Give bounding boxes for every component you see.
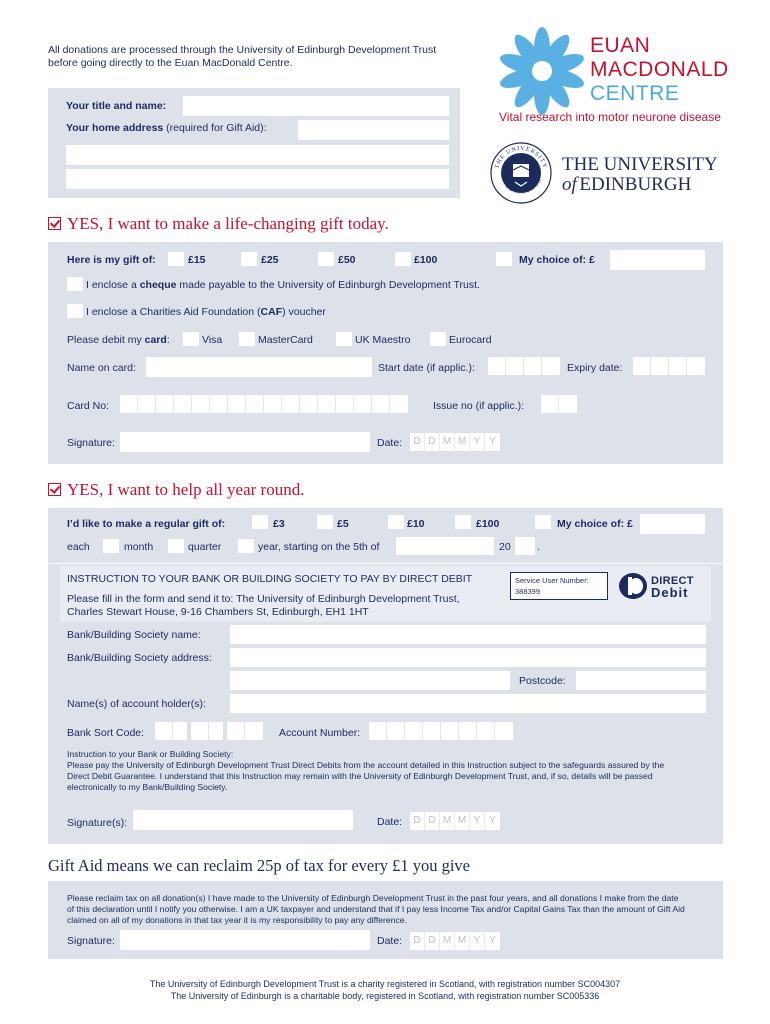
caf-label: I enclose a Charities Aid Foundation (CAF) voucher [86,306,326,318]
gift-heading: YES, I want to make a life-changing gift today. [48,214,389,234]
gift-signature-input[interactable] [120,432,370,452]
year-checkbox[interactable] [238,539,254,553]
expiry-date-input[interactable] [633,357,705,375]
dd-send-to: Please fill in the form and send it to: The University of Edinburgh Development Trust, [67,593,460,605]
svg-text:THE UNIVERSITY: THE UNIVERSITY [494,145,548,170]
gift-50-checkbox[interactable] [318,252,334,266]
bank-instruction-body: Please pay the University of Edinburgh Development Trust Direct Debits from the account detailed in this Instruction subject to the safeguards assured by the Direct Debit Guarantee. I understand that this Instruction may remain with the University of Edinburgh Development Trust, and, if so, details will be passed electronically to my Bank/Building Society. [67,760,665,792]
uoe-of: of [562,174,577,195]
period-label: . [537,541,540,553]
regular-choice-input[interactable] [640,514,705,534]
logo-line-macdonald: MACDONALD [590,58,729,81]
bank-name-input[interactable] [230,625,706,644]
gift-50-label: £50 [338,254,356,266]
address-input-line3[interactable] [66,169,449,189]
cheque-checkbox[interactable] [67,277,83,291]
bank-name-label: Bank/Building Society name: [67,629,201,641]
logo-line-euan: EUAN [590,34,651,57]
sort-code-label: Bank Sort Code: [67,727,145,739]
bank-address-label: Bank/Building Society address: [67,652,212,664]
start-month-input[interactable] [396,537,494,555]
dd-date-label: Date: [377,816,403,828]
regular-10-checkbox[interactable] [388,515,404,529]
account-holders-label: Name(s) of account holder(s): [67,698,206,710]
start-year-input[interactable] [515,537,535,555]
regular-gift-label: I’d like to make a regular gift of: [67,518,226,530]
postcode-input[interactable] [576,671,706,690]
gift-choice-input[interactable] [610,250,705,270]
gift-100-label: £100 [414,254,438,266]
eurocard-checkbox[interactable] [430,332,446,346]
account-number-input[interactable] [369,722,513,740]
footer-line2: The University of Edinburgh is a charitable body, registered in Scotland, with registration number SC005336 [170,991,600,1001]
bank-instruction-title: Instruction to your Bank or Building Society: [67,749,234,759]
dd-logo-word2: Debit [651,585,689,600]
address-input-line2[interactable] [66,145,449,165]
gift-aid-signature-input[interactable] [120,930,370,950]
regular-gift-panel [48,508,723,563]
regular-heading: YES, I want to help all year round. [48,480,304,500]
sort-code-input[interactable] [155,722,273,740]
gift-15-checkbox[interactable] [168,252,184,266]
card-number-label: Card No: [67,400,110,412]
gift-aid-declaration: Please reclaim tax on all donation(s) I have made to the University of Edinburgh Development Trust in the past four years, and all donations I make from the date of this declaration until I notify you otherwise. I am a UK taxpayer and understand that if I pay less Income Tax and/or Capital Gains Tax than the amount of Gift Aid claimed on all of my donations in that tax year it is my responsibility to pay any difference. [67,893,685,925]
gift-choice-label: My choice of: £ [519,254,595,266]
name-on-card-input[interactable] [146,357,372,377]
euan-macdonald-logo [496,26,736,131]
gift-panel [48,242,723,464]
university-seal-icon [490,142,552,204]
direct-debit-logo [619,572,709,602]
bank-address-input-line1[interactable] [230,648,706,667]
gift-aid-date-input[interactable]: D D M M Y Y [410,932,500,950]
gift-choice-checkbox[interactable] [496,252,512,266]
dd-logo-word1: DIRECT [651,575,694,587]
university-of-edinburgh-logo [490,142,730,206]
regular-3-label: £3 [273,518,285,530]
issue-number-input[interactable] [541,395,577,413]
issue-number-label: Issue no (if applic.): [433,400,525,412]
regular-100-checkbox[interactable] [455,515,471,529]
gift-25-checkbox[interactable] [241,252,257,266]
footer-line1: The University of Edinburgh Development Trust is a charity registered in Scotland, with registration number SC004307 [149,979,621,989]
mastercard-checkbox[interactable] [239,332,255,346]
maestro-label: UK Maestro [355,334,411,346]
month-checkbox[interactable] [103,539,119,553]
address-label: Your home address (required for Gift Aid): [66,122,267,134]
title-name-input[interactable] [183,96,449,116]
mastercard-label: MasterCard [258,334,313,346]
dd-instruction-heading: INSTRUCTION TO YOUR BANK OR BUILDING SOCIETY TO PAY BY DIRECT DEBIT [67,573,473,585]
dd-signature-input[interactable] [133,810,353,830]
intro-text: All donations are processed through the University of Edinburgh Development Trust before going directly to the Euan MacDonald Centre. [48,44,437,69]
uoe-line2: EDINBURGH [579,174,692,195]
start-date-label: Start date (if applic.): [378,362,475,374]
quarter-checkbox[interactable] [168,539,184,553]
name-on-card-label: Name on card: [67,362,136,374]
address-input-line1[interactable] [298,120,449,140]
regular-10-label: £10 [407,518,425,530]
gift-aid-heading: Gift Aid means we can reclaim 25p of tax for every £1 you give [48,856,470,875]
caf-checkbox[interactable] [67,304,83,318]
postcode-label: Postcode: [519,675,566,687]
visa-label: Visa [202,334,223,346]
account-holders-input-line1[interactable] [230,694,706,713]
bank-address-input-line2[interactable] [230,671,510,690]
maestro-checkbox[interactable] [336,332,352,346]
title-name-label: Your title and name: [66,100,167,112]
gift-100-checkbox[interactable] [395,252,411,266]
gift-15-label: £15 [188,254,206,266]
regular-5-label: £5 [337,518,349,530]
each-label: each [67,541,90,553]
cheque-label: I enclose a cheque made payable to the University of Edinburgh Development Trust. [86,279,480,291]
checkbox-tick-icon [48,483,61,496]
account-number-label: Account Number: [279,727,361,739]
debit-card-label: Please debit my card: [67,334,170,346]
year-prefix-label: 20 [499,541,511,553]
logo-line-centre: CENTRE [590,82,680,105]
gift-date-label: Date: [377,437,403,449]
gift-aid-signature-label: Signature: [67,935,115,947]
direct-debit-logo-icon [619,572,649,600]
uoe-line1: THE UNIVERSITY [562,154,718,175]
gift-signature-label: Signature: [67,437,115,449]
year-start-label: year, starting on the 5th of [258,541,380,553]
regular-5-checkbox[interactable] [317,515,333,529]
dd-signature-label: Signature(s): [67,817,128,829]
regular-3-checkbox[interactable] [252,515,268,529]
month-label: month [124,541,154,553]
dd-date-input[interactable]: D D M M Y Y [410,812,500,830]
regular-choice-label: My choice of: £ [557,518,633,530]
expiry-date-label: Expiry date: [567,362,623,374]
gift-25-label: £25 [261,254,279,266]
gift-aid-date-label: Date: [377,935,403,947]
sun-label: Service User Number: [515,576,589,585]
eurocard-label: Eurocard [449,334,492,346]
regular-choice-checkbox[interactable] [535,515,551,529]
quarter-label: quarter [188,541,222,553]
checkbox-tick-icon [48,217,61,230]
svg-text:EDINBURGH: EDINBURGH [503,177,544,196]
service-user-number-box [510,572,608,600]
card-number-input[interactable] [120,395,408,413]
flower-icon [496,26,588,116]
start-date-input[interactable] [488,357,560,375]
gift-amount-label: Here is my gift of: [67,254,156,266]
sun-value: 388399 [515,587,541,596]
logo-tagline: Vital research into motor neurone disease [499,110,721,124]
regular-100-label: £100 [476,518,500,530]
gift-date-input[interactable]: D D M M Y Y [410,433,500,451]
dd-address: Charles Stewart House, 9-16 Chambers St, Edinburgh, EH1 1HT [67,606,369,618]
visa-checkbox[interactable] [183,332,199,346]
